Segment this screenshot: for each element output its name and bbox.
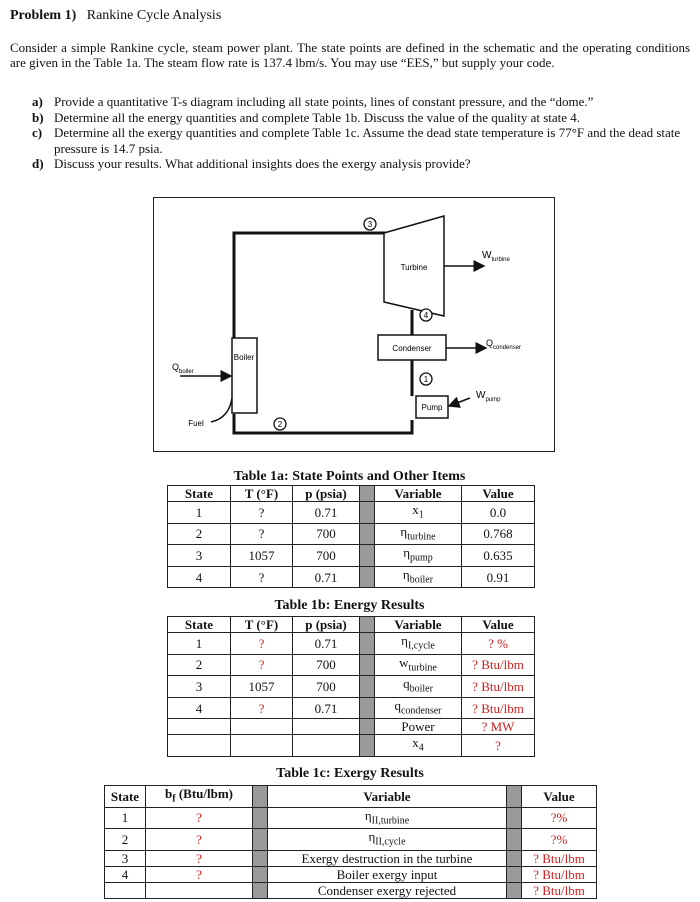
arrow-w-pump bbox=[449, 398, 470, 406]
w-pump-label: $W_{pump}$ bbox=[476, 390, 501, 403]
q-condenser-label: $Q_{condenser}$ bbox=[486, 338, 522, 351]
condenser-label: Condenser bbox=[392, 344, 432, 353]
table1b-caption: Table 1b: Energy Results bbox=[274, 598, 425, 613]
table-header-row: State $b_f$ (Btu/lbm) Variable Value bbox=[105, 786, 597, 808]
question-d: d) Discuss your results. What additional insights does the exergy analysis provide? bbox=[32, 156, 471, 171]
table1c bbox=[104, 785, 597, 899]
table-row: 1 ? $\eta_{II,turbine}$ ?% bbox=[105, 807, 597, 829]
svg-text:4: 4 bbox=[423, 311, 429, 320]
q-boiler-label: $Q_{boiler}$ bbox=[172, 362, 194, 375]
svg-text:2: 2 bbox=[277, 420, 283, 429]
fuel-label: Fuel bbox=[188, 419, 204, 428]
state-2-marker bbox=[274, 418, 286, 430]
problem-label: Problem 1) bbox=[10, 8, 77, 23]
table1a bbox=[167, 485, 535, 588]
question-a: a) Provide a quantitative T-s diagram including all state points, lines of constant pressure, and the “dome.” bbox=[32, 94, 594, 109]
question-list bbox=[32, 94, 692, 172]
w-turbine-label: $W_{turbine}$ bbox=[482, 250, 510, 263]
table-row: Power ? MW bbox=[168, 719, 535, 735]
table-row: 3 1057 700 $\eta_{pump}$ 0.635 bbox=[168, 545, 535, 567]
table-row: 2 ? 700 $w_{turbine}$ ? Btu/lbm bbox=[168, 654, 535, 676]
boiler-shape bbox=[232, 338, 257, 413]
state-4-marker bbox=[420, 309, 432, 321]
svg-text:1: 1 bbox=[423, 375, 429, 384]
problem-title: Rankine Cycle Analysis bbox=[86, 8, 222, 23]
table-row: 1 ? 0.71 $\eta_{I,cycle}$ ? % bbox=[168, 633, 535, 655]
table1b bbox=[167, 616, 535, 757]
table-row: 4 ? Boiler exergy input ? Btu/lbm bbox=[105, 866, 597, 882]
boiler-label: Boiler bbox=[233, 353, 255, 362]
table-row: 4 ? 0.71 $\eta_{boiler}$ 0.91 bbox=[168, 566, 535, 588]
table-row: 4 ? 0.71 $q_{condenser}$ ? Btu/lbm bbox=[168, 697, 535, 719]
table-row: 3 ? Exergy destruction in the turbine ? Btu/lbm bbox=[105, 850, 597, 866]
table-row: $x_4$ ? bbox=[168, 735, 535, 757]
table-row: 1 ? 0.71 $x_1$ 0.0 bbox=[168, 502, 535, 524]
fuel-line bbox=[211, 398, 232, 422]
table-row: 2 ? 700 $\eta_{turbine}$ 0.768 bbox=[168, 523, 535, 545]
table1a-caption: Table 1a: State Points and Other Items bbox=[233, 469, 466, 484]
pipe-pump-to-boiler bbox=[234, 414, 412, 433]
table-header-row: State T (°F) p (psia) Variable Value bbox=[168, 617, 535, 633]
question-b: b) Determine all the energy quantities and complete Table 1b. Discuss the value of the quality at state 4. bbox=[32, 109, 581, 125]
question-c: c) Determine all the exergy quantities and complete Table 1c. Assume the dead state temperature is 77°F and the dead state pressure is 14.7 psia. bbox=[32, 125, 681, 156]
table-row: 2 ? $\eta_{II,cycle}$ ?% bbox=[105, 829, 597, 851]
problem-heading bbox=[10, 8, 221, 24]
table1c-caption: Table 1c: Exergy Results bbox=[276, 766, 424, 781]
rankine-schematic bbox=[153, 197, 555, 452]
schematic-drawing bbox=[154, 198, 554, 451]
separator-col bbox=[360, 486, 375, 502]
state-1-marker bbox=[420, 373, 432, 385]
table-row: 3 1057 700 $q_{boiler}$ ? Btu/lbm bbox=[168, 676, 535, 698]
pump-label: Pump bbox=[421, 403, 443, 412]
table-row: Condenser exergy rejected ? Btu/lbm bbox=[105, 882, 597, 898]
svg-text:3: 3 bbox=[367, 220, 373, 229]
state-3-marker bbox=[364, 218, 376, 230]
turbine-label: Turbine bbox=[400, 263, 428, 272]
table-header-row: State T (°F) p (psia) Variable Value bbox=[168, 486, 535, 502]
problem-intro: Consider a simple Rankine cycle, steam power plant. The state points are defined in the schematic and the operating conditions are given in the Table 1a. The steam flow rate is 137.4 lbm/s. You may use “EES,” but supply your code. bbox=[10, 40, 690, 70]
